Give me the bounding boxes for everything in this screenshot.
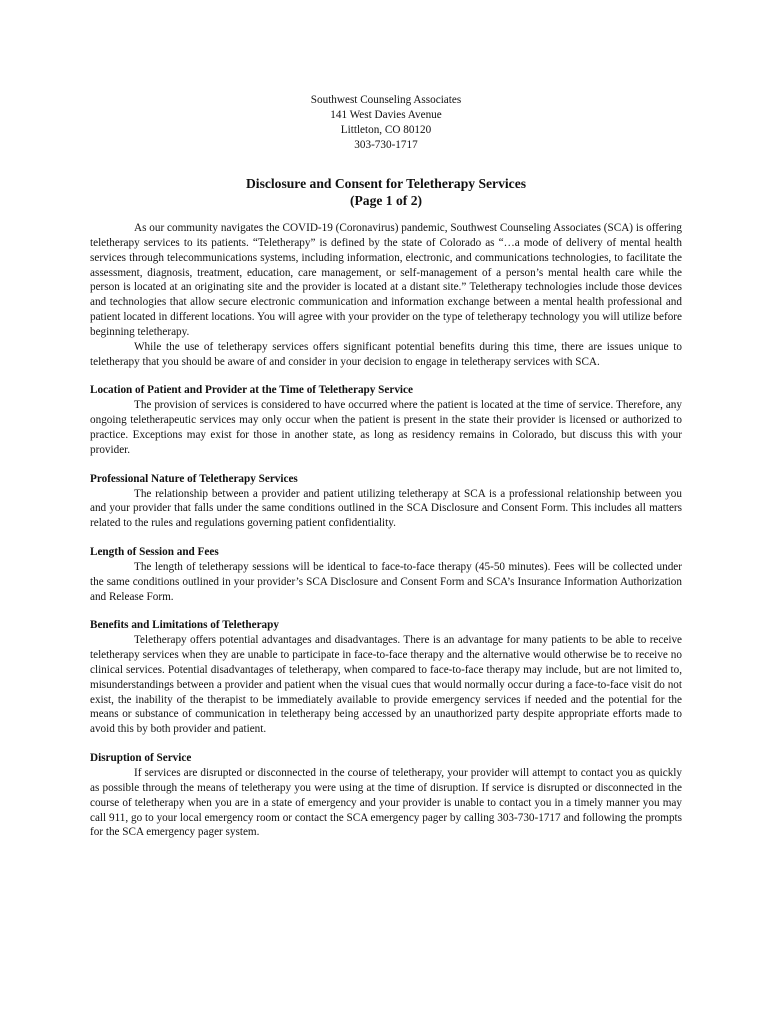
org-name: Southwest Counseling Associates: [310, 94, 462, 106]
section-professional-nature: [90, 472, 682, 531]
document-title-block: [90, 175, 682, 209]
section-text: Teletherapy offers potential advantages and disadvantages. There is an advantage for many patients to be able to receive teletherapy services when they are unable to participate in face-to-face therapy and the alternative would otherwise be to receive no clinical services. Potential disadvantages of teletherapy, when compared to face-to-face therapy may include, but are not limited to, misunderstandings between a provider and patient when the visual cues that would normally occur during a face-to-face visit do not exist, the inability of the therapist to be immediately available to provide emergency services if needed and the potential for the means or substance of communication in teletherapy being accessed by an unauthorized party despite appropriate efforts made to avoid this by both provider and patient.: [90, 634, 682, 736]
document-title: Disclosure and Consent for Teletherapy Services: [245, 176, 527, 191]
letterhead: [90, 93, 682, 153]
section-text: If services are disrupted or disconnected in the course of teletherapy, your provider will attempt to contact you as quickly as possible through the means of teletherapy you were using at the time of disruption. If service is disrupted or disconnected in the course of teletherapy when you are in a state of emergency and your provider is unable to contact you in a timely manner you may call 911, go to your local emergency room or contact the SCA emergency pager by calling 303-730-1717 and following the prompts for the SCA emergency pager system.: [90, 767, 682, 839]
city-state-zip: Littleton, CO 80120: [340, 124, 432, 136]
street-address: 141 West Davies Avenue: [330, 109, 442, 121]
section-text: The relationship between a provider and patient utilizing teletherapy at SCA is a professional relationship between you and your provider that falls under the same conditions outlined in the SCA Disclosure and Consent Form. This includes all matters related to the rules and regulations governing patient confidentiality.: [90, 487, 682, 530]
section-heading: Length of Session and Fees: [90, 546, 219, 559]
intro-section: [90, 221, 682, 369]
intro-paragraph: While the use of teletherapy services offers significant potential benefits during this time, there are issues unique to teletherapy that you should be aware of and consider in your decision to engage in teletherapy services with SCA.: [90, 340, 682, 368]
intro-paragraph: As our community navigates the COVID-19 (Coronavirus) pandemic, Southwest Counseling Associates (SCA) is offering teletherapy services to its patients. “Teletherapy” is defined by the state of Colorado as “…a mode of delivery of mental health services through telecommunications systems, including information, electronic, and communications technologies, to facilitate the assessment, diagnosis, treatment, education, care management, or self-management of a person’s mental health care while the person is located at an originating site and the provider is located at a distant site.” Teletherapy technologies include those devices and technologies that allow secure electronic communication and information exchange between a mental health professional and patient located in different locations. You will agree with your provider on the type of teletherapy technology you will utilize before beginning teletherapy.: [90, 222, 682, 338]
page-label: (Page 1 of 2): [349, 193, 423, 208]
section-text: The length of teletherapy sessions will be identical to face-to-face therapy (45-50 minutes). Fees will be collected under the same conditions outlined in your provider’s SCA Disclosure and Consent Form and SCA’s Insurance Information Authorization and Release Form.: [90, 560, 682, 603]
section-benefits-limitations: [90, 618, 682, 737]
section-location: [90, 383, 682, 457]
document-page: [90, 93, 682, 840]
section-disruption: [90, 751, 682, 840]
section-heading: Benefits and Limitations of Teletherapy: [90, 619, 279, 632]
section-text: The provision of services is considered to have occurred where the patient is located at the time of service. Therefore, any ongoing teletherapeutic services may only occur when the patient is present in the state their provider is licensed or authorized to practice. Exceptions may exist for those in another state, as long as residency remains in Colorado, but discuss this with your provider.: [90, 399, 682, 456]
section-heading: Professional Nature of Teletherapy Services: [90, 472, 298, 485]
phone-number: 303-730-1717: [354, 139, 418, 151]
section-length-and-fees: [90, 545, 682, 604]
section-heading: Location of Patient and Provider at the Time of Teletherapy Service: [90, 384, 413, 397]
section-heading: Disruption of Service: [90, 752, 192, 765]
